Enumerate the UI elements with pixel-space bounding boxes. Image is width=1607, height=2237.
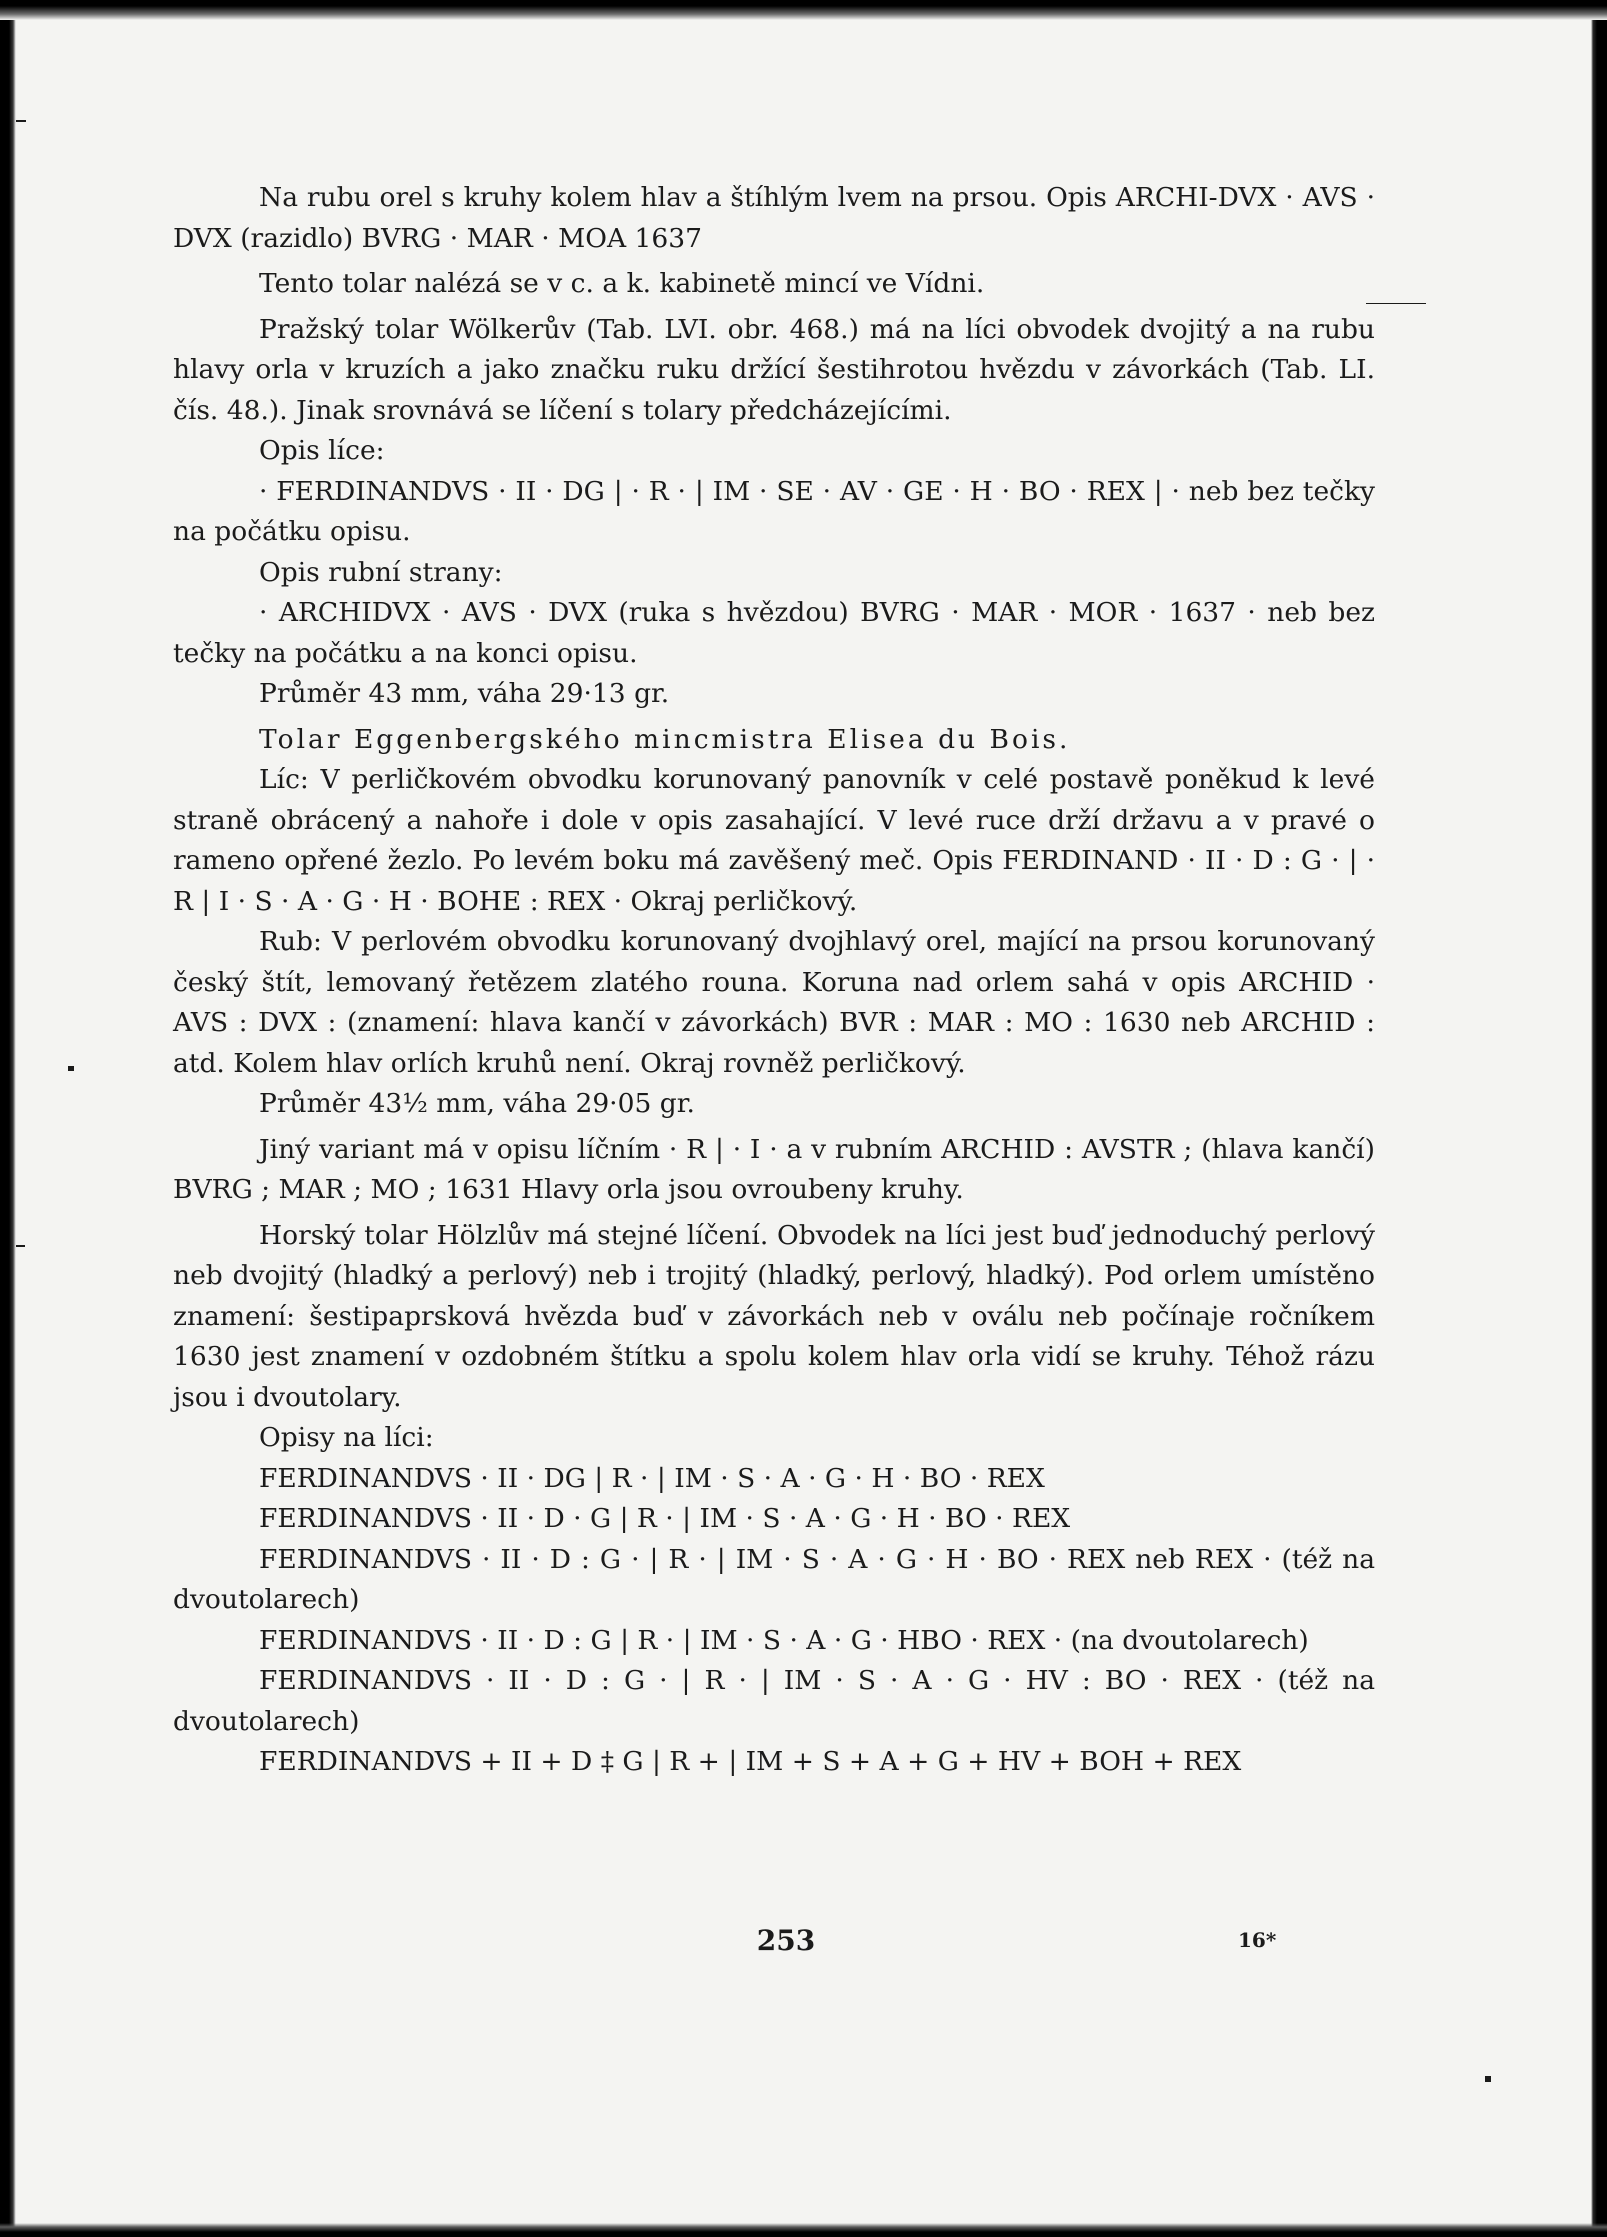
inscription-line: FERDINANDVS · II · D : G · | R · | IM · S · A · G · H · BO · REX neb REX · (též na dvoutolarech) <box>173 1543 1375 1615</box>
scan-edge-bottom <box>0 2223 1607 2237</box>
section-label: Opis líce: <box>259 435 385 466</box>
inscription-line: FERDINANDVS · II · D : G · | R · | IM · S · A · G · HV : BO · REX · (též na dvoutolarech) <box>173 1665 1375 1737</box>
paragraph: · FERDINANDVS · II · DG | · R · | IM · SE · AV · GE · H · BO · REX | · neb bez tečky na počátku opisu. <box>173 475 1375 547</box>
paragraph: Tento tolar nalézá se v c. a k. kabinetě mincí ve Vídni. <box>259 268 985 299</box>
page-number: 253 <box>756 1924 816 1957</box>
scan-edge-top <box>0 0 1607 20</box>
paragraph: · ARCHIDVX · AVS · DVX (ruka s hvězdou) BVRG · MAR · MOR · 1637 · neb bez tečky na počátku a na konci opisu. <box>173 597 1375 669</box>
section-label: Opis rubní strany: <box>259 556 503 588</box>
margin-mark <box>16 1245 25 1247</box>
page-text <box>173 178 1375 1783</box>
inscription-line: FERDINANDVS · II · D · G | R · | IM · S · A · G · H · BO · REX <box>259 1503 1071 1534</box>
section-heading: Tolar Eggenbergského mincmistra Elisea du Bois. <box>259 723 1071 755</box>
paragraph: Pražský tolar Wölkerův (Tab. LVI. obr. 468.) má na líci obvodek dvojitý a na rubu hlavy orla v kruzích a jako značku ruku držící šestihrotou hvězdu v závorkách (Tab. LI. čís. 48.). Jinak srovnává se líčení s tolary předcházejícími. <box>173 313 1375 426</box>
paragraph: Na rubu orel s kruhy kolem hlav a štíhlým lvem na prsou. Opis ARCHI-DVX · AVS · DVX (razidlo) BVRG · MAR · MOA 1637 <box>173 182 1375 254</box>
margin-mark <box>1485 2076 1491 2082</box>
margin-mark <box>1366 303 1426 304</box>
inscription-line: FERDINANDVS · II · DG | R · | IM · S · A · G · H · BO · REX <box>259 1462 1045 1494</box>
margin-mark <box>16 120 26 122</box>
scan-edge-left <box>0 0 16 2237</box>
signature-mark: 16* <box>1238 1928 1277 1952</box>
scan-edge-right <box>1591 0 1607 2237</box>
paragraph: Rub: V perlovém obvodku korunovaný dvojhlavý orel, mající na prsou korunovaný český štít, lemovaný řetězem zlatého rouna. Koruna nad orlem sahá v opis ARCHID · AVS : DVX : (znamení: hlava kančí v závorkách) BVR : MAR : MO : 1630 neb ARCHID : atd. Kolem hlav orlích kruhů není. Okraj rovněž perličkový. <box>173 926 1375 1079</box>
paragraph: Průměr 43½ mm, váha 29·05 gr. <box>259 1088 695 1119</box>
paragraph: Horský tolar Hölzlův má stejné líčení. Obvodek na líci jest buď jednoduchý perlový neb dvojitý (hladký a perlový) neb i trojitý (hladký, perlový, hladký). Pod orlem umístěno znamení: šestipaprsková hvězda buď v závorkách neb v oválu neb počínaje ročníkem 1630 jest znamení v ozdobném štítku a spolu kolem hlav orla vidí se kruhy. Téhož rázu jsou i dvoutolary. <box>173 1219 1375 1413</box>
paragraph: Líc: V perličkovém obvodku korunovaný panovník v celé postavě poněkud k levé straně obrácený a nahoře i dole v opis zasahající. V levé ruce drží državu a v pravé o rameno opřené žezlo. Po levém boku má zavěšený meč. Opis FERDINAND · II · D : G · | · R | I · S · A · G · H · BOHE : REX · Okraj perličkový. <box>173 764 1375 917</box>
margin-mark <box>68 1066 74 1071</box>
inscription-line: FERDINANDVS + II + D ‡ G | R + | IM + S + A + G + HV + BOH + REX <box>259 1746 1242 1777</box>
inscription-line: FERDINANDVS · II · D : G | R · | IM · S · A · G · HBO · REX · (na dvoutolarech) <box>259 1624 1309 1656</box>
paragraph: Jiný variant má v opisu líčním · R | · I · a v rubním ARCHID : AVSTR ; (hlava kančí) BVRG ; MAR ; MO ; 1631 Hlavy orla jsou ovroubeny kruhy. <box>173 1133 1375 1205</box>
section-label: Opisy na líci: <box>259 1422 434 1453</box>
paragraph: Průměr 43 mm, váha 29·13 gr. <box>259 678 670 709</box>
